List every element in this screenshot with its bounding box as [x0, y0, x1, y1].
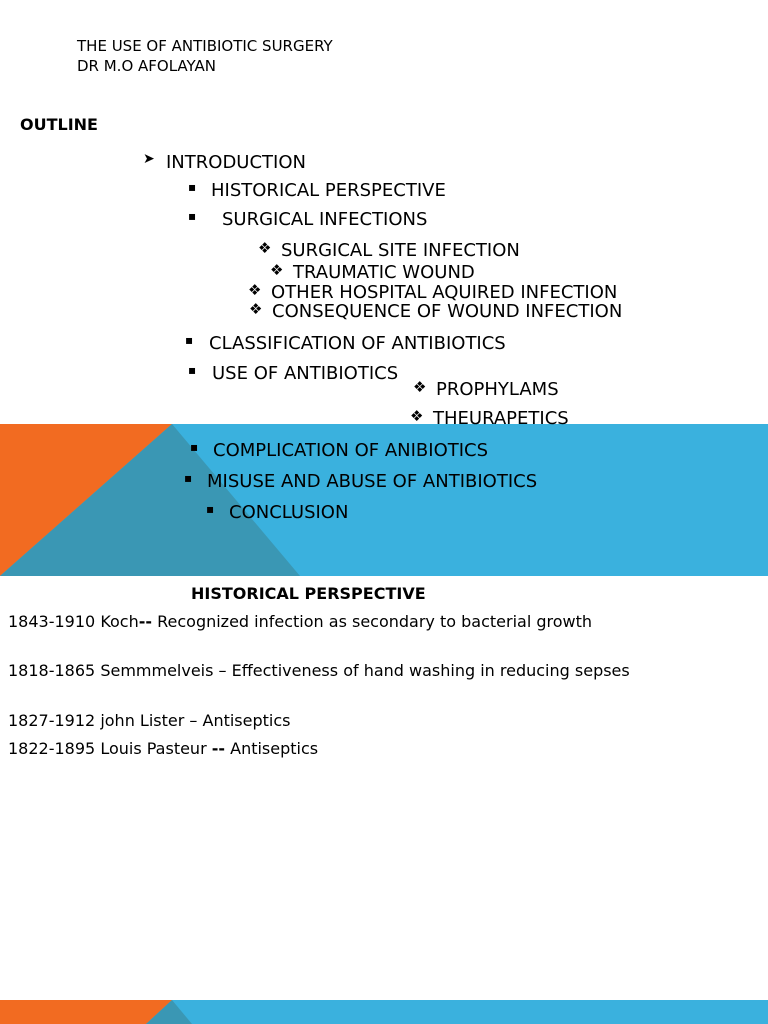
history-years: 1843-1910: [8, 612, 96, 631]
document-title: THE USE OF ANTIBIOTIC SURGERY: [77, 37, 333, 55]
history-separator: –: [189, 711, 198, 730]
diamond-bullet-icon: ❖: [413, 378, 427, 396]
outline-item: COMPLICATION OF ANIBIOTICS: [213, 440, 489, 461]
diamond-bullet-icon: ❖: [249, 300, 263, 318]
history-text: Recognized infection as secondary to bacterial growth: [157, 612, 593, 631]
outline-item: MISUSE AND ABUSE OF ANTIBIOTICS: [207, 471, 538, 492]
outline-item: CLASSIFICATION OF ANTIBIOTICS: [209, 333, 506, 354]
square-bullet-icon: ▪: [190, 440, 199, 454]
outline-item: SURGICAL SITE INFECTION: [281, 240, 520, 261]
outline-item: INTRODUCTION: [166, 152, 306, 173]
history-entry: [8, 711, 657, 731]
history-years: 1827-1912: [8, 711, 96, 730]
outline-item: SURGICAL INFECTIONS: [222, 209, 428, 230]
history-person: Semmmelveis: [100, 661, 214, 680]
footer-band-graphic: [0, 1000, 768, 1024]
square-bullet-icon: ▪: [188, 363, 197, 377]
history-years: 1822-1895: [8, 739, 96, 758]
history-person: Louis Pasteur: [100, 739, 207, 758]
history-person: john Lister: [100, 711, 185, 730]
square-bullet-icon: ▪: [188, 180, 197, 194]
outline-item: CONCLUSION: [229, 502, 349, 523]
outline-item: USE OF ANTIBIOTICS: [212, 363, 399, 384]
history-person: Koch: [100, 612, 139, 631]
history-text: Effectiveness of hand washing in reducing sepses: [231, 661, 630, 680]
history-entry: [8, 661, 657, 681]
diamond-bullet-icon: ❖: [270, 261, 284, 279]
document-author: DR M.O AFOLAYAN: [77, 57, 216, 75]
square-bullet-icon: ▪: [188, 209, 197, 223]
history-years: 1818-1865: [8, 661, 96, 680]
outline-item: PROPHYLAMS: [436, 379, 559, 400]
history-text: Antiseptics: [202, 711, 291, 730]
square-bullet-icon: ▪: [206, 502, 215, 516]
square-bullet-icon: ▪: [185, 333, 194, 347]
outline-heading: OUTLINE: [20, 115, 98, 134]
history-separator: --: [211, 739, 226, 758]
outline-item: TRAUMATIC WOUND: [293, 262, 475, 283]
outline-item: CONSEQUENCE OF WOUND INFECTION: [272, 301, 623, 322]
diamond-bullet-icon: ❖: [410, 407, 424, 425]
history-entry: [8, 739, 657, 759]
history-separator: –: [218, 661, 227, 680]
diamond-bullet-icon: ❖: [248, 281, 262, 299]
footer-band: [0, 1000, 768, 1024]
square-bullet-icon: ▪: [184, 471, 193, 485]
history-separator: --: [138, 612, 153, 631]
diamond-bullet-icon: ❖: [258, 239, 272, 257]
history-heading: HISTORICAL PERSPECTIVE: [191, 584, 426, 603]
outline-item: HISTORICAL PERSPECTIVE: [211, 180, 446, 201]
arrow-bullet-icon: ➤: [143, 151, 155, 167]
outline-item: OTHER HOSPITAL AQUIRED INFECTION: [271, 282, 618, 303]
history-entry: [8, 612, 657, 632]
history-text: Antiseptics: [230, 739, 319, 758]
outline-item: THEURAPETICS: [433, 408, 569, 429]
